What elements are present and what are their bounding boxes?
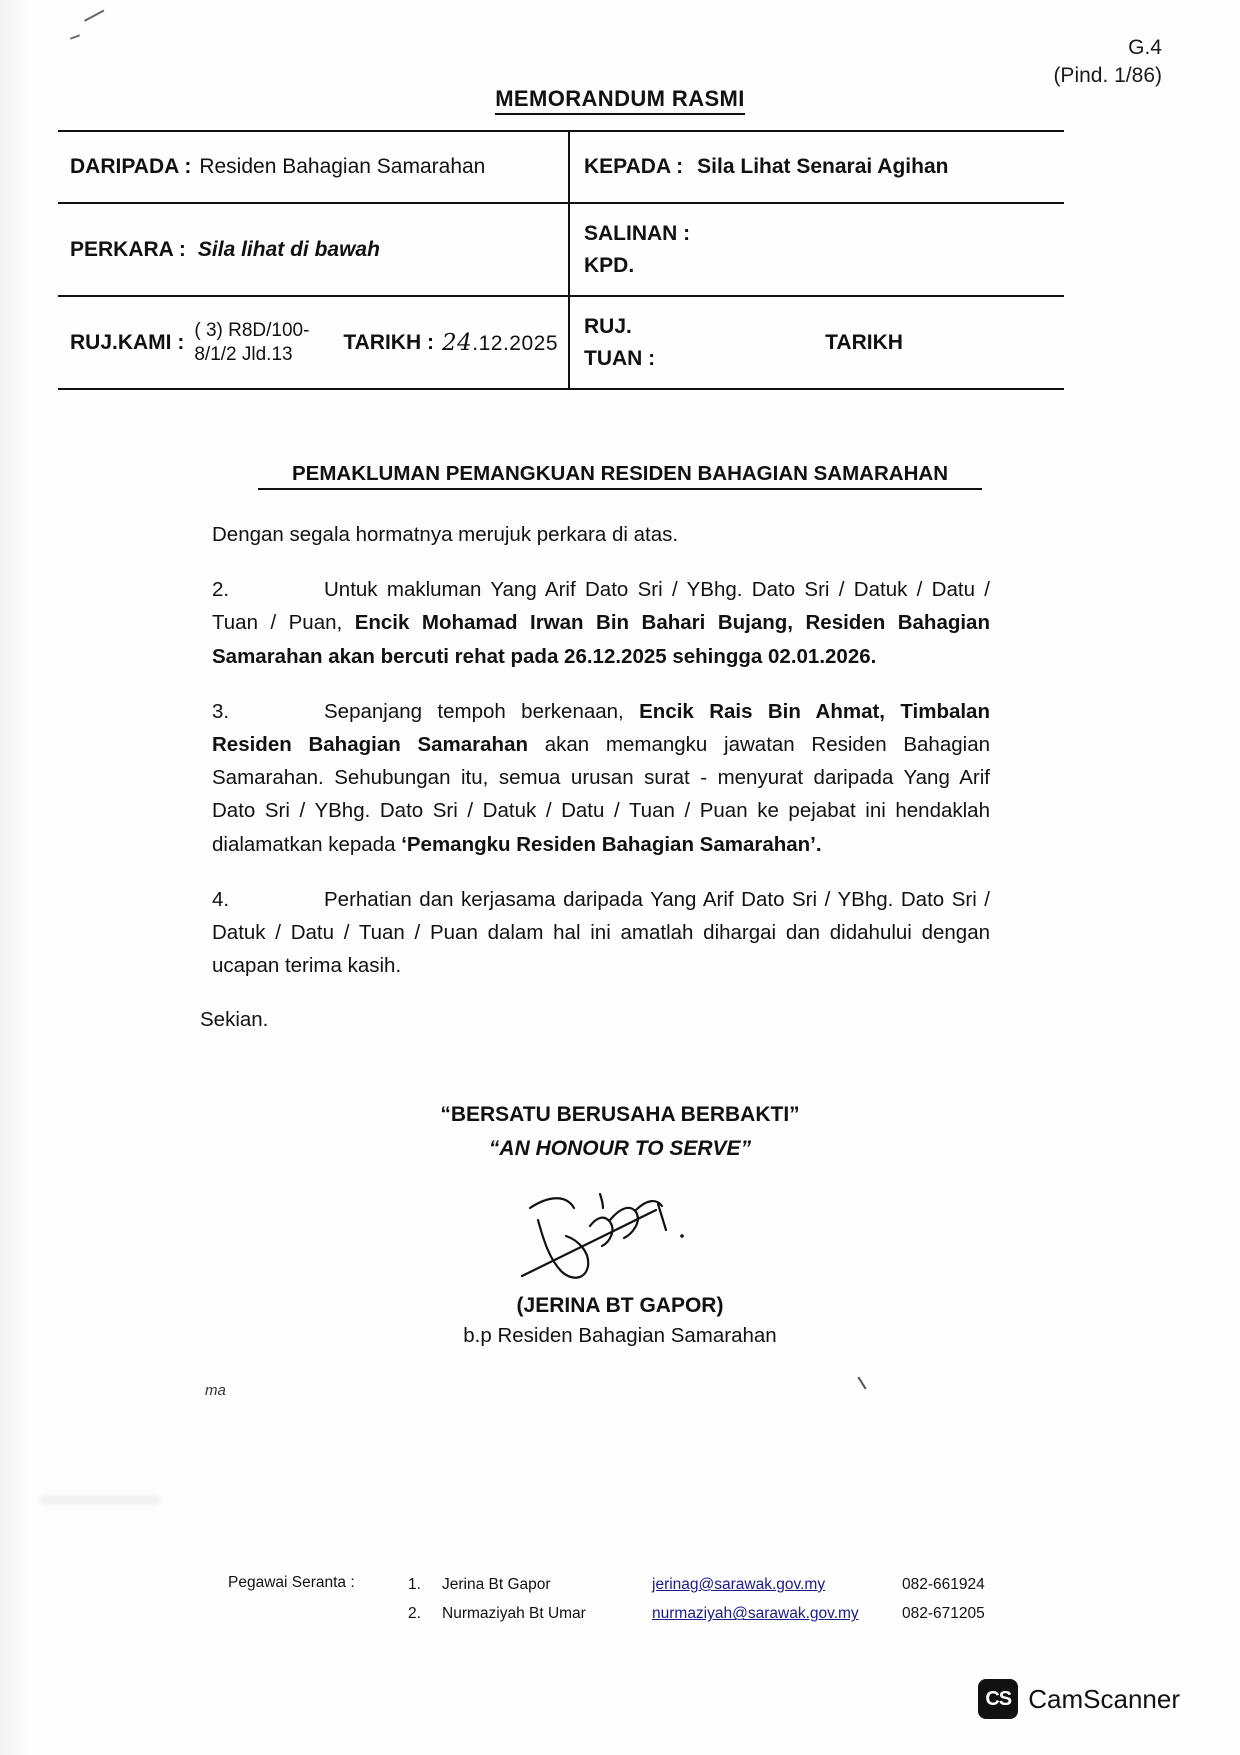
contact-row xyxy=(408,1599,1022,1628)
stray-tick-icon xyxy=(857,1377,866,1390)
paragraph-3-bold-2: ‘Pemangku Residen Bahagian Samarahan’. xyxy=(401,832,822,856)
daripada-cell xyxy=(58,132,570,202)
paragraph-opening xyxy=(212,518,990,551)
ruj-kami-cell xyxy=(58,297,570,388)
form-code-line2: (Pind. 1/86) xyxy=(1053,64,1162,88)
signatory-name: (JERINA BT GAPOR) xyxy=(516,1294,724,1317)
paragraph-4-number: 4. xyxy=(212,887,230,911)
tarikh-printed-rest: .12.2025 xyxy=(472,331,558,355)
header-table xyxy=(58,130,1064,390)
page-title-text: MEMORANDUM RASMI xyxy=(495,86,745,115)
header-row-from-to xyxy=(58,132,1064,204)
contact-email-link[interactable]: nurmaziyah@sarawak.gov.my xyxy=(652,1605,859,1623)
kepada-value: Sila Lihat Senarai Agihan xyxy=(697,155,949,178)
footer-contacts xyxy=(228,1570,1022,1629)
opening-text: Dengan segala hormatnya merujuk perkara di atas. xyxy=(212,523,679,546)
daripada-value: Residen Bahagian Samarahan xyxy=(199,155,486,178)
contact-name: Jerina Bt Gapor xyxy=(442,1576,551,1593)
tarikh-right-label: TARIKH xyxy=(825,330,903,354)
contact-email-link[interactable]: jerinag@sarawak.gov.my xyxy=(652,1576,826,1593)
handwritten-signature-icon xyxy=(470,1190,770,1300)
ruj-kami-value: ( 3) R8D/100-8/1/2 Jld.13 xyxy=(194,319,310,365)
camscanner-watermark xyxy=(978,1679,1180,1719)
signature-block xyxy=(0,1190,1240,1348)
form-code xyxy=(1053,34,1162,91)
typist-initials: ma xyxy=(205,1382,226,1399)
document-body xyxy=(212,518,990,1004)
paragraph-4-text: Perhatian dan kerjasama daripada Yang Arif Dato Sri / YBhg. Dato Sri / Datuk / Datu / Tuan / Puan dalam hal ini amatlah dihargai dan didahului dengan ucapan terima kasih. xyxy=(212,887,990,978)
paragraph-4 xyxy=(212,883,990,983)
camscanner-label: CamScanner xyxy=(1028,1683,1180,1714)
contact-row xyxy=(408,1570,1022,1599)
scan-smudge xyxy=(40,1495,160,1505)
paragraph-3 xyxy=(212,695,990,861)
tarikh-value xyxy=(442,330,558,356)
perkara-cell xyxy=(58,204,570,295)
kpd-label: KPD. xyxy=(584,253,635,277)
contact-name: Nurmaziyah Bt Umar xyxy=(442,1605,586,1623)
contact-phone: 082-661924 xyxy=(902,1576,985,1593)
ruj-tuan-label-line2: TUAN : xyxy=(584,346,656,370)
camscanner-logo-icon: CS xyxy=(978,1679,1018,1719)
contact-phone: 082-671205 xyxy=(902,1605,985,1623)
paragraph-2-text: Untuk makluman Yang Arif Dato Sri / YBhg. Dato Sri / Datuk / Datu / Tuan / Puan, xyxy=(212,578,990,635)
perkara-label: PERKARA : xyxy=(70,237,186,261)
subject-heading xyxy=(0,462,1240,486)
paragraph-2-number: 2. xyxy=(212,578,230,602)
motto-line-2: “AN HONOUR TO SERVE” xyxy=(488,1136,752,1160)
ruj-tuan-cell xyxy=(570,297,1064,388)
motto-block xyxy=(0,1098,1240,1165)
kepada-label: KEPADA : xyxy=(584,155,684,178)
closing-text: Sekian. xyxy=(200,1008,269,1031)
form-code-line1: G.4 xyxy=(1128,36,1162,59)
salinan-cell xyxy=(570,204,1064,295)
motto-line-1: “BERSATU BERUSAHA BERBAKTI” xyxy=(440,1103,800,1126)
header-row-refs xyxy=(58,297,1064,388)
paragraph-3-text-2: akan memangku jawatan Residen Bahagian Samarahan. Sehubungan itu, semua urusan surat - menyurat daripada Yang Arif Dato Sri / YBhg. Dato Sri / Datuk / Datu / Tuan / Puan ke pejabat ini hendaklah dialamatkan kepada xyxy=(212,733,990,856)
page-title xyxy=(0,86,1240,112)
salinan-label: SALINAN : xyxy=(584,222,691,245)
pen-mark-secondary-icon xyxy=(70,34,80,39)
footer-label: Pegawai Seranta : xyxy=(228,1574,355,1591)
pen-mark-icon xyxy=(84,10,110,33)
paragraph-3-bold-1: Encik Rais Bin Ahmat, Timbalan Residen Bahagian Samarahan xyxy=(212,699,990,757)
paragraph-3-text-1: Sepanjang tempoh berkenaan, xyxy=(324,699,640,723)
ruj-tuan-label-line1: RUJ. xyxy=(584,315,632,338)
contact-index: 1. xyxy=(408,1576,421,1593)
tarikh-handwritten-day: 24 xyxy=(441,329,473,356)
header-row-subject-copy xyxy=(58,204,1064,297)
paragraph-3-number: 3. xyxy=(212,699,230,723)
daripada-label: DARIPADA : xyxy=(70,155,192,178)
tarikh-label: TARIKH : xyxy=(343,330,434,354)
contact-index: 2. xyxy=(408,1605,421,1623)
ruj-kami-label: RUJ.KAMI : xyxy=(70,330,185,354)
kepada-cell xyxy=(570,132,1064,202)
subject-heading-text: PEMAKLUMAN PEMANGKUAN RESIDEN BAHAGIAN SAMARAHAN xyxy=(258,462,982,490)
signatory-role: b.p Residen Bahagian Samarahan xyxy=(463,1324,777,1347)
scan-edge-shadow xyxy=(0,0,30,1755)
paragraph-2 xyxy=(212,573,990,673)
paragraph-2-bold: Encik Mohamad Irwan Bin Bahari Bujang, Residen Bahagian Samarahan akan bercuti rehat pada 26.12.2025 sehingga 02.01.2026. xyxy=(212,611,990,668)
perkara-value: Sila lihat di bawah xyxy=(197,237,380,261)
